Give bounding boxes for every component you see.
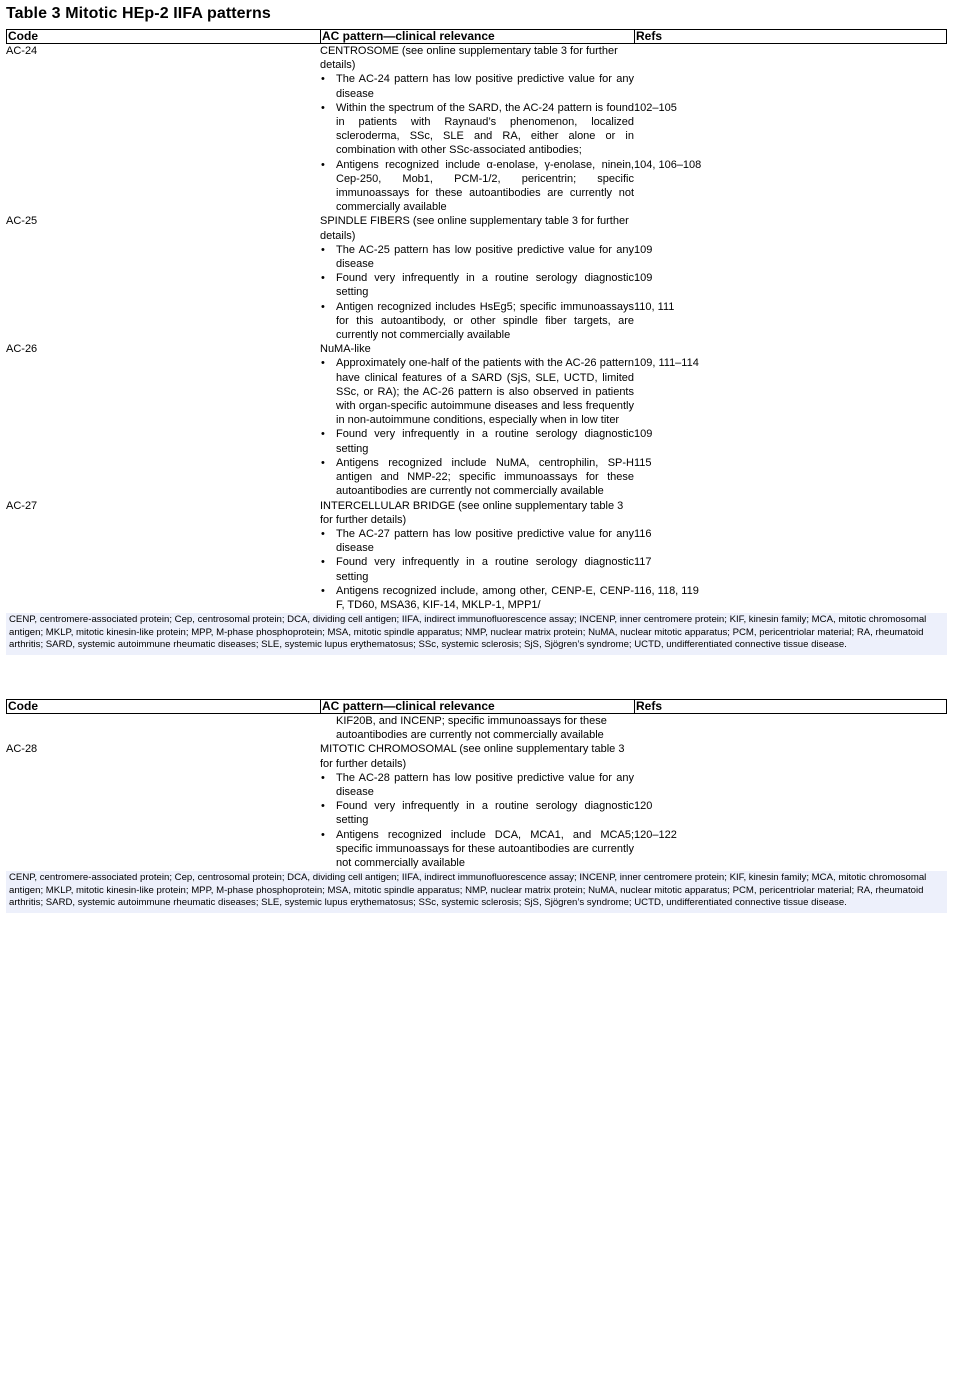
refs-cell: 115 bbox=[634, 456, 652, 469]
bullet-item bbox=[320, 456, 652, 499]
table-row-ac-28 bbox=[6, 742, 947, 870]
bullet-dot: • bbox=[321, 357, 325, 370]
bullet-dot: • bbox=[321, 243, 325, 256]
bullet-item bbox=[320, 799, 653, 827]
bullet-dot: • bbox=[321, 428, 325, 441]
code-cell: AC-26 bbox=[6, 343, 38, 356]
table-header bbox=[6, 29, 947, 44]
bullet-dot: • bbox=[321, 800, 325, 813]
bullet-dot: • bbox=[321, 828, 325, 841]
refs-cell: 109 bbox=[634, 272, 653, 285]
refs-cell: 116, 118, 119 bbox=[634, 584, 699, 597]
bullet-dot: • bbox=[321, 272, 325, 285]
table-body bbox=[6, 44, 947, 612]
bullet-text: The AC-28 pattern has low positive predictive value for any disease bbox=[336, 771, 634, 799]
refs-cell: 109 bbox=[634, 243, 653, 256]
pattern-title: INTERCELLULAR BRIDGE (see online supplementary table 3 for further details) bbox=[320, 499, 624, 526]
table-block-2 bbox=[6, 699, 947, 913]
bullet-dot: • bbox=[321, 527, 325, 540]
refs-cell: 110, 111 bbox=[634, 300, 675, 313]
table-row-ac-27 bbox=[6, 499, 947, 613]
table-header bbox=[6, 699, 947, 714]
pattern-title: NuMA-like bbox=[320, 343, 371, 356]
bullet-item-continued bbox=[320, 714, 634, 742]
pattern-cell bbox=[320, 499, 699, 613]
bullet-text: Antigens recognized include NuMA, centrophilin, SP-H antigen and NMP-22; specific immunoassays for these autoantibodies are currently not commercially available bbox=[336, 456, 634, 498]
header-code: Code bbox=[8, 699, 38, 713]
pattern-cell bbox=[320, 742, 677, 870]
refs-cell: 120–122 bbox=[634, 828, 677, 841]
bullet-dot: • bbox=[321, 73, 325, 86]
bullet-item bbox=[320, 427, 653, 455]
bullet-item bbox=[320, 356, 699, 427]
bullet-text: Antigens recognized include, among other, CENP-E, CENP-F, TD60, MSA36, KIF-14, MKLP-1, MPP1/ bbox=[336, 584, 634, 611]
header-pattern: AC pattern—clinical relevance bbox=[322, 699, 495, 713]
bullet-dot: • bbox=[321, 456, 325, 469]
table-footnote: CENP, centromere-associated protein; Cep, centrosomal protein; DCA, dividing cell antigen; IIFA, indirect immunofluorescence assay; INCENP, inner centromere protein; KIF, kinesin family; MCA, mitotic chromosomal antigen; MKLP, mitotic kinesin-like protein; MPP, M-phase phosphoprotein; MSA, mitotic spindle apparatus; NMP, nuclear matrix protein; NuMA, nuclear mitotic apparatus; PCM, pericentriolar material; RA, rheumatoid arthritis; SARD, systemic autoimmune rheumatic diseases; SLE, systemic lupus erythematosus; SSc, systemic sclerosis; SjS, Sjögren’s syndrome; UCTD, undifferentiated connective tissue disease. bbox=[6, 613, 947, 655]
bullet-text: The AC-24 pattern has low positive predictive value for any disease bbox=[336, 73, 634, 100]
bullet-dot: • bbox=[321, 584, 325, 597]
pattern-title: SPINDLE FIBERS (see online supplementary table 3 for further details) bbox=[320, 215, 629, 242]
bullet-dot: • bbox=[321, 556, 325, 569]
bullet-item bbox=[320, 555, 652, 583]
code-cell: AC-24 bbox=[6, 45, 38, 57]
code-cell: AC-27 bbox=[6, 499, 38, 512]
bullet-item bbox=[320, 243, 653, 271]
bullet-dot: • bbox=[321, 101, 325, 114]
table-footnote: CENP, centromere-associated protein; Cep, centrosomal protein; DCA, dividing cell antigen; IIFA, indirect immunofluorescence assay; INCENP, inner centromere protein; KIF, kinesin family; MCA, mitotic chromosomal antigen; MKLP, mitotic kinesin-like protein; MPP, M-phase phosphoprotein; MSA, mitotic spindle apparatus; NMP, nuclear matrix protein; NuMA, nuclear mitotic apparatus; PCM, pericentriolar material; RA, rheumatoid arthritis; SARD, systemic autoimmune rheumatic diseases; SLE, systemic lupus erythematosus; SSc, systemic sclerosis; SjS, Sjögren’s syndrome; UCTD, undifferentiated connective tissue disease. bbox=[6, 871, 947, 913]
refs-cell: 109 bbox=[634, 428, 653, 441]
bullet-text: Within the spectrum of the SARD, the AC-24 pattern is found in patients with Raynaud’s phenomenon, localized scleroderma, SSc, SLE and RA, either alone or in combination with other SSc-associated antibodies; bbox=[336, 101, 634, 157]
pattern-cell bbox=[320, 214, 675, 342]
bullet-item bbox=[320, 584, 699, 612]
code-cell: AC-25 bbox=[6, 215, 38, 228]
table-row-ac-25 bbox=[6, 214, 947, 342]
table-row-continuation bbox=[6, 714, 947, 742]
pattern-cell bbox=[320, 44, 702, 214]
bullet-text: Found very infrequently in a routine serology diagnostic setting bbox=[336, 800, 634, 827]
header-code: Code bbox=[8, 29, 38, 43]
pattern-title: CENTROSOME (see online supplementary table 3 for further details) bbox=[320, 45, 618, 72]
bullet-text: Found very infrequently in a routine serology diagnostic setting bbox=[336, 428, 634, 455]
bullet-dot: • bbox=[321, 771, 325, 784]
table-body bbox=[6, 714, 947, 870]
bullet-dot: • bbox=[321, 300, 325, 313]
bullet-text: The AC-25 pattern has low positive predictive value for any disease bbox=[336, 243, 634, 271]
bullet-text: Antigen recognized includes HsEg5; specific immunoassays for this autoantibody, or other spindle fiber targets, are currently not commercially available bbox=[336, 300, 634, 342]
bullet-item bbox=[320, 158, 702, 215]
bullet-text: Antigens recognized include α-enolase, γ-enolase, ninein, Cep-250, Mob1, PCM-1/2, pericentrin; specific immunoassays for these autoantibodies are currently not commercially available bbox=[336, 158, 634, 214]
header-refs: Refs bbox=[636, 29, 663, 43]
bullet-item bbox=[320, 771, 634, 799]
bullet-dot: • bbox=[321, 158, 325, 171]
bullet-text: Found very infrequently in a routine serology diagnostic setting bbox=[336, 272, 634, 299]
bullet-text: Antigens recognized include DCA, MCA1, and MCA5; specific immunoassays for these autoantibodies are currently not commercially available bbox=[336, 828, 634, 870]
refs-cell: 117 bbox=[634, 556, 652, 569]
header-pattern: AC pattern—clinical relevance bbox=[322, 29, 495, 43]
bullet-item bbox=[320, 101, 677, 158]
pattern-cell bbox=[320, 342, 699, 498]
header-refs: Refs bbox=[636, 699, 663, 713]
pattern-title: MITOTIC CHROMOSOMAL (see online supplementary table 3 for further details) bbox=[320, 743, 625, 770]
table-row-ac-26 bbox=[6, 342, 947, 498]
bullet-text: KIF20B, and INCENP; specific immunoassays for these autoantibodies are currently not commercially available bbox=[336, 715, 607, 742]
bullet-text: The AC-27 pattern has low positive predictive value for any disease bbox=[336, 527, 634, 555]
refs-cell: 102–105 bbox=[634, 101, 677, 114]
pattern-cell bbox=[320, 714, 634, 742]
bullet-item bbox=[320, 527, 652, 555]
bullet-text: Found very infrequently in a routine serology diagnostic setting bbox=[336, 556, 634, 583]
bullet-item bbox=[320, 72, 634, 100]
refs-cell: 109, 111–114 bbox=[634, 357, 699, 370]
refs-cell: 104, 106–108 bbox=[634, 158, 702, 171]
refs-cell: 120 bbox=[634, 800, 653, 813]
table-block-1 bbox=[6, 29, 947, 655]
bullet-item bbox=[320, 300, 675, 343]
table-title: Table 3 Mitotic HEp-2 IIFA patterns bbox=[6, 5, 271, 22]
table-row-ac-24 bbox=[6, 44, 947, 214]
code-cell: AC-28 bbox=[6, 743, 38, 756]
bullet-item bbox=[320, 828, 677, 871]
bullet-item bbox=[320, 271, 653, 299]
bullet-text: Approximately one-half of the patients with the AC-26 pattern have clinical features of a SARD (SjS, SLE, UCTD, limited SSc, or RA); the AC-26 pattern is also observed in patients with organ-specific autoimmune diseases and less frequently in non-autoimmune conditions, especially when in low titer bbox=[336, 357, 634, 427]
refs-cell: 116 bbox=[634, 527, 652, 540]
